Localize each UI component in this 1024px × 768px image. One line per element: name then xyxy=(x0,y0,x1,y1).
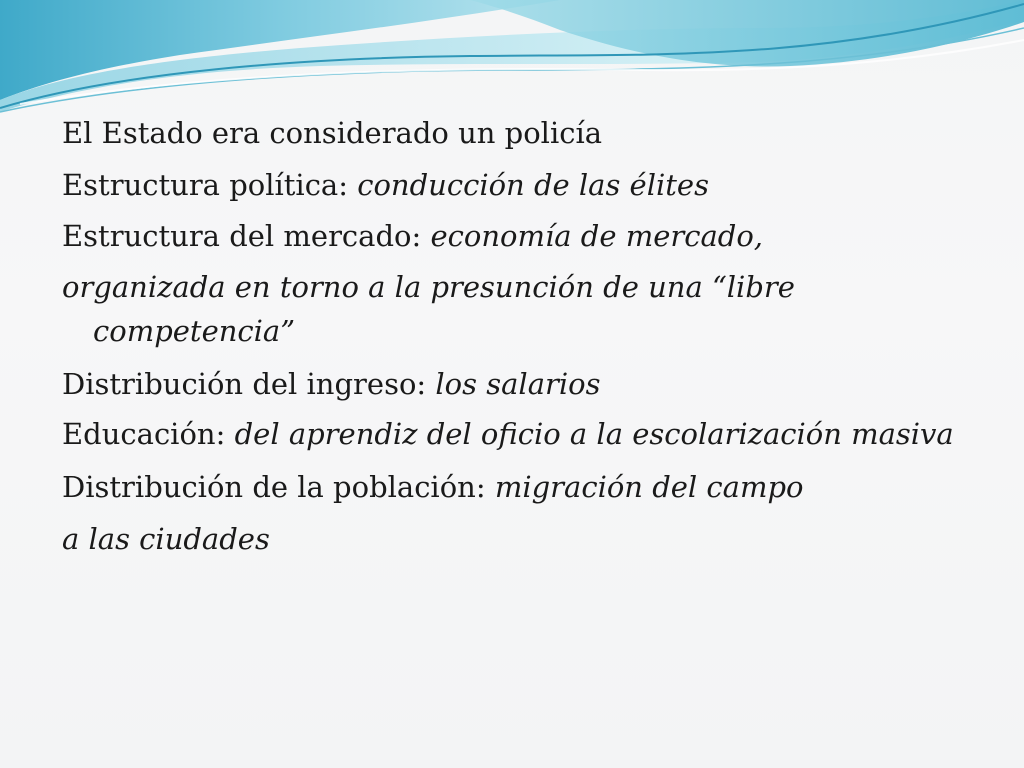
line-text: Distribución del ingreso: xyxy=(62,366,436,401)
bullet-line-estructura-politica xyxy=(62,160,962,212)
line-text-italic: conducción de las élites xyxy=(357,167,709,202)
line-text-italic: los salarios xyxy=(435,366,601,401)
bullet-line-distribucion-ingreso xyxy=(62,359,962,411)
line-text: Distribución de la población: xyxy=(62,470,495,504)
line-text: El Estado era considerado un policía xyxy=(62,116,603,150)
line-text-italic: organizada en torno a la presunción de una “libre competencia” xyxy=(62,269,795,348)
bullet-line-estructura-mercado xyxy=(62,211,962,263)
line-text-italic: a las ciudades xyxy=(62,521,270,556)
slide-body xyxy=(62,108,962,565)
bullet-line-educacion xyxy=(62,410,962,462)
line-text: Educación: xyxy=(62,417,235,451)
line-text-italic: del aprendiz del oficio a la escolarización masiva xyxy=(234,417,954,451)
bullet-line-estado xyxy=(62,108,962,160)
bullet-line-organizada xyxy=(62,263,962,359)
line-text: Estructura política: xyxy=(62,167,358,202)
bullet-line-distribucion-poblacion xyxy=(62,462,962,514)
line-text-italic: economía de mercado, xyxy=(430,219,764,253)
line-text-italic: migración del campo xyxy=(494,470,804,504)
line-text: Estructura del mercado: xyxy=(62,219,431,253)
bullet-line-ciudades xyxy=(62,514,962,566)
